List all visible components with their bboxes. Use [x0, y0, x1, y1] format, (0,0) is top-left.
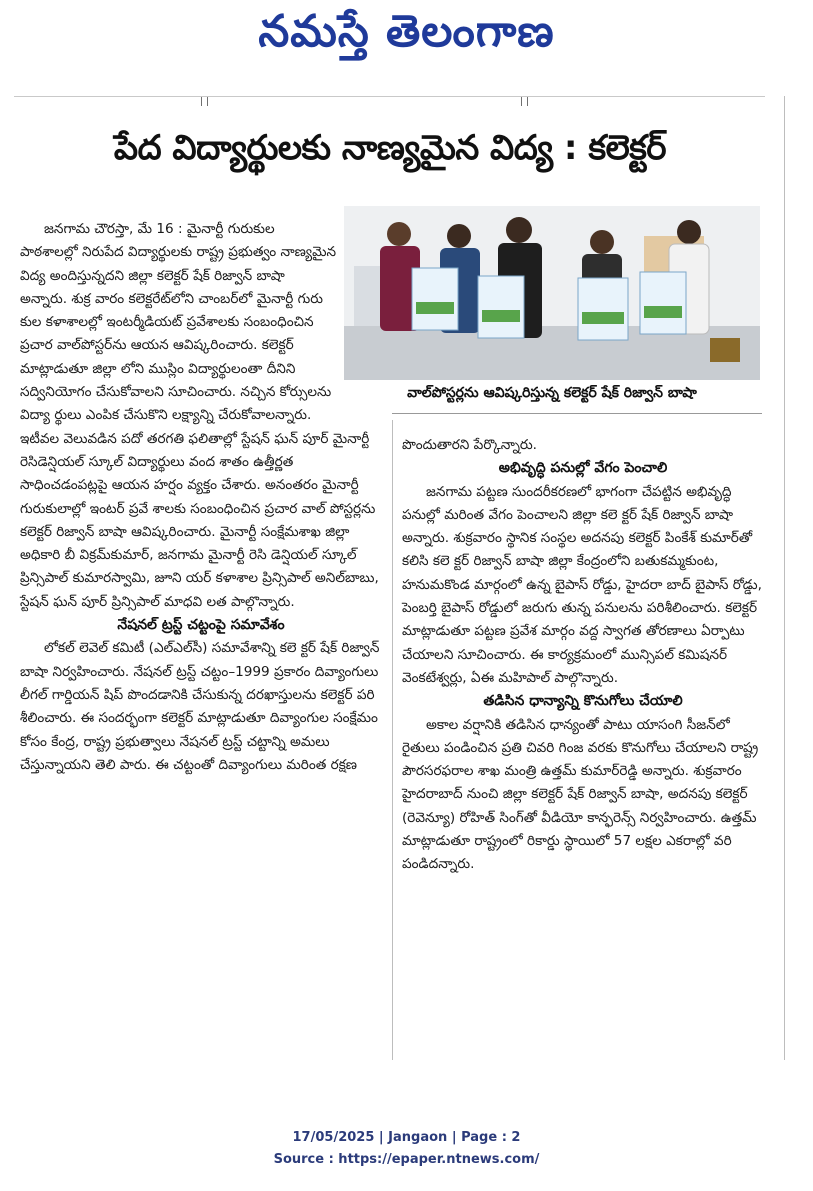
- crop-mark-left: | |: [200, 97, 209, 107]
- article-intro-text: జనగామ చౌరస్తా, మే 16 : మైనార్టీ గురుకుల పాఠశాలల్లో నిరుపేద విద్యార్థులకు రాష్ట్ర ప్రభుత్వం నాణ్యమైన విద్య అందిస్తున్నదని జిల్లా కలెక్టర్‌ షేక్‌ రిజ్వాన్‌ బాషా అన్నారు. శుక్ర వారం కలెక్టరేట్‌లోని చాంబర్‌లో మైనార్టీ గురు కుల కళాశాలల్లో ఇంటర్మీడియట్‌ ప్రవేశాలకు సంబంధించిన ప్రచార వాల్‌పోస్టర్‌ను ఆయన ఆవిష్కరించారు. కలెక్టర్‌ మాట్లాడుతూ జిల్లా లోని ముస్లిం విద్యార్థులంతా దీనిని సద్వినియోగం చేసుకోవాలని సూచించారు. నచ్చిన కోర్సులను విద్యా ర్థులు ఎంపిక చేసుకొని లక్ష్యాన్ని చేరుకోవాలన్నారు. ఇటీవల వెలువడిన పదో తరగతి ఫలితాల్లో స్టేషన్‌ ఘన్‌ పూర్‌ మైనార్టీ రెసిడెన్షియల్‌ స్కూల్‌ విద్యార్థులు వంద శాతం ఉత్తీర్ణత సాధించడంపట్లపై ఆయన హర్షం వ్యక్తం చేశారు. అనంతరం మైనార్టీ గురుకులాల్లో ఇంటర్‌ ప్రవే శాలకు సంబంధించిన ప్రచార వాల్‌ పోస్టర్లను కలెక్టర్‌ రిజ్వాన్‌ బాషా ఆవిష్కరించారు. మైనార్టీ సంక్షేమశాఖ జిల్లా అధికారి బీ విక్రమ్‌కుమార్‌, జనగామ మైనార్టీ రెసి డెన్షియల్‌ స్కూల్‌ ప్రిన్సిపాల్‌ కుమారస్వామి, జూని యర్‌ కళాశాల ప్రిన్సిపాల్‌ అనిల్‌బాబు, స్టేషన్‌ ఘన్‌ పూర్‌ ప్రిన్సిపాల్‌ మాధవి లత పాల్గొన్నారు.: [20, 221, 379, 610]
- masthead: [0, 0, 813, 107]
- masthead-divider: [14, 96, 765, 97]
- article-intro: [20, 218, 382, 614]
- section-cont-national-trust: పొందుతారని పేర్కొన్నారు.: [402, 437, 537, 453]
- news-photo: [344, 206, 760, 380]
- photo-text-wrap: [336, 218, 382, 406]
- section-heading-national-trust: నేషనల్‌ ట్రస్ట్‌ చట్టంపై సమావేశం: [117, 617, 285, 634]
- section-body-development-text: జనగామ పట్టణ సుందరీకరణలో భాగంగా చేపట్టిన అభివృద్ధి పనుల్లో మరింత వేగం పెంచాలని జిల్లా కలె క్టర్‌ షేక్‌ రిజ్వాన్‌ బాషా అన్నారు. శుక్రవారం స్థానిక సంస్థల అదనపు కలెక్టర్‌ పింకేశ్‌ కుమార్‌తో కలిసి కలె క్టర్‌ రిజ్వాన్‌ బాషా జిల్లా కేంద్రంలోని బతుకమ్మకుంట, హనుమకొండ మార్గంలో ఉన్న బైపాస్‌ రోడ్డు, హైదరా బాద్‌ బైపాస్‌ రోడ్డు, పెంబర్తి బైపాస్‌ రోడ్డులో జరుగు తున్న పనులను పరిశీలించారు. కలెక్టర్‌ మాట్లాడుతూ పట్టణ ప్రవేశ మార్గం వద్ద స్వాగత తోరణాలు ఏర్పాటు చేయాలని సూచించారు. ఈ కార్యక్రమంలో మున్సిపల్‌ కమిషనర్‌ వెంకటేశ్వర్లు, ఏఈ మహిపాల్‌ పాల్గొన్నారు.: [402, 483, 762, 686]
- photo-illustration: [344, 206, 760, 380]
- section-body-national-trust: [20, 637, 382, 777]
- newspaper-logo: నమస్తే తెలంగాణ: [258, 6, 555, 57]
- section-heading-development: అభివృద్ధి పనుల్లో వేగం పెంచాలి: [498, 460, 668, 477]
- section-body-development: [402, 481, 764, 691]
- article-column-right: [402, 434, 764, 877]
- section-heading-grain: తడిసిన ధాన్యాన్ని కొనుగోలు చేయాలి: [483, 693, 683, 710]
- photo-caption: వాల్‌పోస్టర్లను ఆవిష్కరిస్తున్న కలెక్టర్‌ షేక్‌ రిజ్వాన్‌ బాషా: [407, 385, 697, 401]
- crop-mark-right: | |: [520, 97, 529, 107]
- article-column-left: [20, 218, 382, 777]
- headline: పేద విద్యార్థులకు నాణ్యమైన విద్య : కలెక్టర్: [113, 128, 667, 168]
- footer-source-link[interactable]: Source : https://epaper.ntnews.com/: [273, 1152, 540, 1167]
- column-divider: [392, 420, 393, 1060]
- section-body-national-trust-text: లోకల్‌ లెవెల్‌ కమిటీ (ఎల్‌ఎల్‌సీ) సమావేశాన్ని కలె క్టర్‌ షేక్‌ రిజ్వాన్‌ బాషా నిర్వహించారు. నేషనల్‌ ట్రస్ట్‌ చట్టం–1999 ప్రకారం దివ్యాంగులు లీగల్‌ గార్డియన్‌ షిప్‌ పొందడానికి చేసుకున్న దరఖాస్తులను కలెక్టర్‌ పరి శీలించారు. ఈ సందర్భంగా కలెక్టర్‌ మాట్లాడుతూ దివ్యాంగుల సంక్షేమం కోసం కేంద్ర, రాష్ట్ర ప్రభుత్వాలు నేషనల్‌ ట్రస్ట్‌ చట్టాన్ని అమలు చేస్తున్నాయని తెలి పారు. ఈ చట్టంతో దివ్యాంగులు మరింత రక్షణ: [20, 640, 380, 773]
- section-body-grain: [402, 714, 764, 877]
- caption-divider: [392, 413, 762, 414]
- page-edge-divider: [784, 96, 785, 1060]
- section-body-grain-text: అకాల వర్షానికి తడిసిన ధాన్యంతో పాటు యాసంగి సీజన్‌లో రైతులు పండించిన ప్రతి చివరి గింజ వరకు కొనుగోలు చేయాలని రాష్ట్ర పౌరసరఫరాల శాఖ మంత్రి ఉత్తమ్‌ కుమార్‌రెడ్డి అన్నారు. శుక్రవారం హైదరాబాద్‌ నుంచి జిల్లా కలెక్టర్‌ షేక్‌ రిజ్వాన్‌ బాషా, అదనపు కలెక్టర్‌ (రెవెన్యూ) రోహిత్‌ సింగ్‌తో వీడియో కాన్ఫరెన్స్‌ నిర్వహించారు. ఉత్తమ్‌ మాట్లాడుతూ రాష్ట్రంలో రికార్డు స్థాయిలో 57 లక్షల ఎకరాల్లో వరి పండిదన్నారు.: [402, 716, 759, 873]
- footer-date-edition: 17/05/2025 | Jangaon | Page : 2: [292, 1130, 521, 1145]
